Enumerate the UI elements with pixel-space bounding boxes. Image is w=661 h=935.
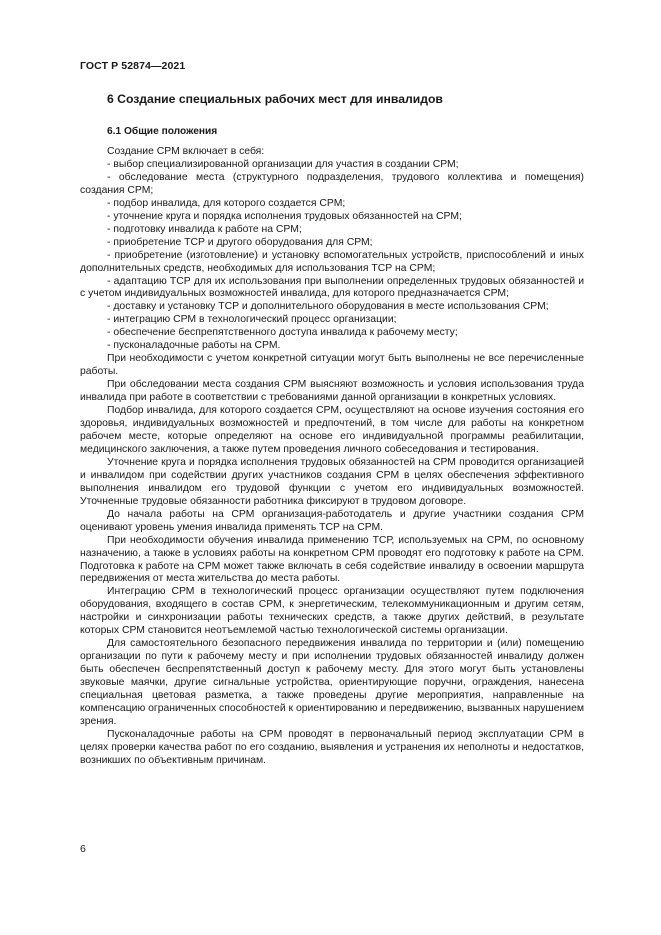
- paragraph: Создание СРМ включает в себя:: [107, 146, 265, 157]
- paragraph: При обследовании места создания СРМ выясняют возможность и условия использования труда инвалида при работе в соответствии с требованиями данной организации в конкретных условиях.: [80, 379, 584, 404]
- list-item: - подбор инвалида, для которого создается СРМ;: [107, 197, 346, 209]
- paragraph: Пусконаладочные работы на СРМ проводят в первоначальный период эксплуатации СРМ в целях проверки качества работ по его созданию, выявления и устранения их неполноты и недостатков, возникших по объективным причинам.: [80, 728, 584, 766]
- paragraph: Уточнение круга и порядка исполнения трудовых обязанностей на СРМ проводится организацией и инвалидом при содействии других участников создания СРМ в целях обеспечения эффективного выполнения инвалидом его трудовой функции с учетом его индивидуальных возможностей. Уточненные трудовые обязанности работника фиксируют в трудовом договоре.: [80, 456, 584, 507]
- list-item: - приобретение (изготовление) и установку вспомогательных устройств, приспособлений и иных дополнительных средств, необходимых для использования ТСР на СРМ;: [80, 249, 584, 274]
- list-item: - интеграцию СРМ в технологический процесс организации;: [107, 314, 397, 326]
- paragraph: Подбор инвалида, для которого создается СРМ, осуществляют на основе изучения состояния его здоровья, индивидуальных возможностей и предпочтений, в том числе для работы на конкретном рабочем месте, которые определяют на основе его индивидуальной программы реабилитации, медицинского заключения, а также путем проведения личного собеседования и тестирования.: [80, 405, 584, 455]
- subsection-title: 6.1 Общие положения: [107, 126, 218, 137]
- list-item: - пусконаладочные работы на СРМ.: [107, 340, 281, 352]
- paragraph: Интеграцию СРМ в технологический процесс организации осуществляют путем подключения оборудования, входящего в состав СРМ, к энергетическим, телекоммуникационным и другим сетям, настройки и синхронизации работы технических средств, а также других действий, в результате которых СРМ становится неотъемлемой частью технологической системы организации.: [80, 586, 584, 637]
- paragraph: До начала работы на СРМ организация-работодатель и другие участники создания СРМ оценивают уровень умения инвалида применять ТСР на СРМ.: [80, 508, 584, 533]
- list-item: - подготовку инвалида к работе на СРМ;: [107, 223, 302, 235]
- section-title: 6 Создание специальных рабочих мест для инвалидов: [107, 92, 443, 106]
- list-item: - уточнение круга и порядка исполнения трудовых обязанностей на СРМ;: [107, 210, 462, 222]
- list-item: - адаптацию ТСР для их использования при выполнении определенных трудовых обязанностей и с учетом индивидуальных возможностей инвалида, для которого предназначается СРМ;: [80, 275, 584, 300]
- list-item: - выбор специализированной организации для участия в создании СРМ;: [107, 158, 459, 170]
- list-item: - обследование места (структурного подразделения, трудового коллектива и помещения) создания СРМ;: [80, 171, 584, 196]
- paragraph: При необходимости с учетом конкретной ситуации могут быть выполнены не все перечисленные работы.: [80, 353, 584, 378]
- document-code-header: ГОСТ Р 52874—2021: [80, 60, 186, 72]
- list-item: - приобретение ТСР и другого оборудования для СРМ;: [107, 236, 373, 248]
- page-number: 6: [80, 843, 86, 855]
- paragraph: При необходимости обучения инвалида применению ТСР, используемых на СРМ, по основному назначению, а также в условиях работы на конкретном СРМ проводят его подготовку к работе на СРМ. Подготовка к работе на СРМ может также включать в себя содействие инвалиду в освоении маршрута передвижения от места жительства до места работы.: [80, 534, 584, 585]
- paragraph: Для самостоятельного безопасного передвижения инвалида по территории и (или) помещению организации по пути к рабочему месту и при исполнении трудовых обязанностей инвалиду должен быть обеспечен беспрепятственный доступ к рабочему месту. Для этого могут быть установлены звуковые маячки, другие сигнальные устройства, ориентирующие поручни, ограждения, нанесена специальная цветовая разметка, а также проведены другие мероприятия, направленные на компенсацию ограниченных способностей к ориентированию и передвижению, вызванных нарушением зрения.: [80, 638, 584, 727]
- list-item: - доставку и установку ТСР и дополнительного оборудования в месте использования СРМ;: [107, 301, 549, 313]
- list-item: - обеспечение беспрепятственного доступа инвалида к рабочему месту;: [107, 327, 458, 339]
- body-text: [80, 146, 584, 768]
